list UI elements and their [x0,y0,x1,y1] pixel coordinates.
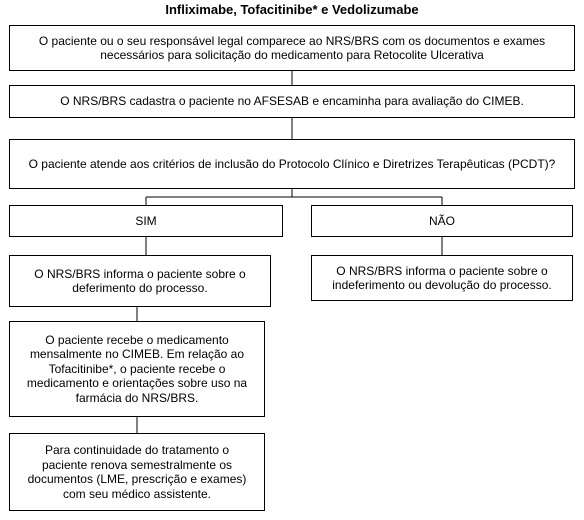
branch-no-label-text: NÃO [428,213,455,228]
step-registration-afsesab [9,85,575,118]
branch-yes-label [9,205,283,237]
step-yes-renew-documents [9,433,265,511]
step-no-rejection-info-text: O NRS/BRS informa o paciente sobre o indeferimento ou devolução do processo. [332,263,552,292]
step-patient-presents-documents [9,25,575,71]
step-yes-deferment-info-text: O NRS/BRS informa o paciente sobre o deferimento do processo. [34,266,246,295]
step-patient-presents-documents-text: O paciente ou o seu responsável legal comparece ao NRS/BRS com os documentos e exames necessários para solicitação do medicamento para Retocolite Ulcerativa [38,33,546,62]
branch-no-label [311,205,573,237]
step-no-rejection-info [311,255,573,301]
step-yes-renew-documents-text: Para continuidade do tratamento o paciente renova semestralmente os documentos (LME, prescrição e exames) com seu médico assistente. [27,443,247,501]
decision-pcdt-criteria-text: O paciente atende aos critérios de inclusão do Protocolo Clínico e Diretrizes Terapêuticas (PCDT)? [28,156,556,171]
step-yes-receive-medication-text: O paciente recebe o medicamento mensalmente no CIMEB. Em relação ao Tofacitinibe*, o paciente recebe o medicamento e orientações sobre uso na farmácia do NRS/BRS. [26,332,248,405]
branch-yes-label-text: SIM [135,213,157,228]
decision-pcdt-criteria [9,139,575,189]
step-registration-afsesab-text: O NRS/BRS cadastra o paciente no AFSESAB e encaminha para avaliação do CIMEB. [60,94,524,109]
step-yes-receive-medication [9,321,265,417]
flowchart-title: Infliximabe, Tofacitinibe* e Vedolizumabe [165,2,419,17]
step-yes-deferment-info [9,255,271,307]
